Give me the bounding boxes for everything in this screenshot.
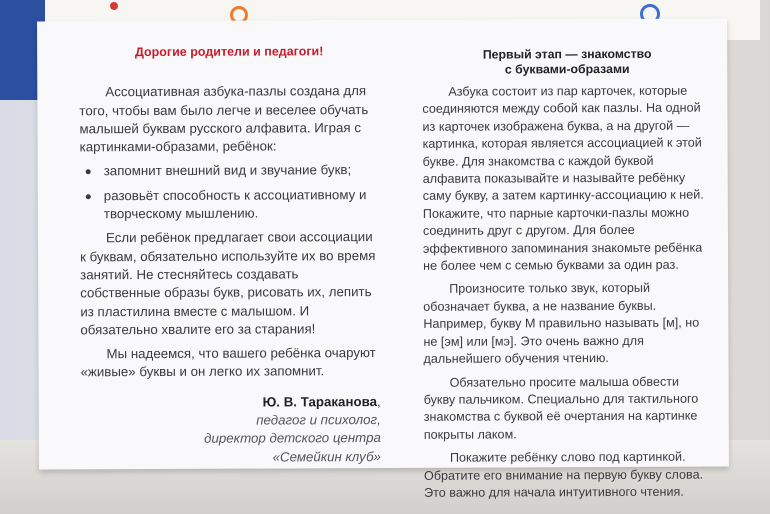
author-role-1: педагог и психолог, xyxy=(256,412,381,428)
left-title: Дорогие родители и педагоги! xyxy=(134,44,324,60)
list-item xyxy=(80,161,380,181)
author-comma: , xyxy=(376,393,381,409)
decor-circle-red xyxy=(110,2,118,10)
author-role-3: «Семейкин клуб» xyxy=(272,448,381,465)
list-item xyxy=(80,186,380,224)
right-paragraph-3: Обязательно просите малыша обвести букву пальчиком. Специально для тактильного знакомства с буквой её очертания на картинке покрыты лаком. xyxy=(423,374,699,442)
author-name: Ю. В. Тараканова xyxy=(262,393,378,410)
left-paragraph-2: Если ребёнок предлагает свои ассоциации к буквам, обязательно используйте их во время занятий. Не стесняйтесь создавать собственные образы букв, рисовать их, лепить из пластилина вместе с малышом. И обязательно хвалите его за старания! xyxy=(80,229,376,338)
signature-block xyxy=(81,393,381,467)
right-paragraph-1: Азбука состоит из пар карточек, которые соединяются между собой как пазлы. На одной из карточек изображена буква, а на другой — картинка, которая является ассоциацией к этой букве. Для знакомства с каждой буквой алфавита показывайте и называйте ребёнку саму букву, а затем картинку-ассоциацию к ней. Покажите, что парные карточки-пазлы можно соединить друг с другом. Для более эффективного запоминания знакомьте ребёнка не более чем с семью буквами за один раз. xyxy=(422,83,704,273)
right-paragraph-4: Покажите ребёнку слово под картинкой. Обратите его внимание на первую букву слова. Это важно для начала интуитивного чтения. xyxy=(423,449,704,500)
author-role-2: директор детского центра xyxy=(204,430,381,447)
bullet-text: разовьёт способность к ассоциативному и творческому мышлению. xyxy=(103,186,367,222)
right-title xyxy=(422,47,712,78)
bullet-text: запомнит внешний вид и звучание букв; xyxy=(103,162,352,179)
left-paragraph-1: Ассоциативная азбука-пазлы создана для того, чтобы вам было легче и веселее обучать малышей буквам русского алфавита. Играя с картинками-образами, ребёнок: xyxy=(79,83,369,155)
bullet-icon xyxy=(86,194,91,199)
right-title-line-1: Первый этап — знакомство xyxy=(482,46,652,62)
instruction-card xyxy=(37,18,729,500)
bullet-icon xyxy=(86,170,91,175)
right-column xyxy=(422,47,714,509)
left-column xyxy=(79,42,381,467)
right-paragraph-2: Произносите только звук, который обозначает буква, а не название буквы. Например, букву М правильно называть [м], но не [эм] или [мэ]. Это очень важно для дальнейшего обучения чтению. xyxy=(423,281,700,366)
right-title-line-2: с буквами-образами xyxy=(504,61,630,77)
left-paragraph-3: Мы надеемся, что вашего ребёнка очаруют «живые» буквы и он легко их запомнит. xyxy=(80,345,376,380)
